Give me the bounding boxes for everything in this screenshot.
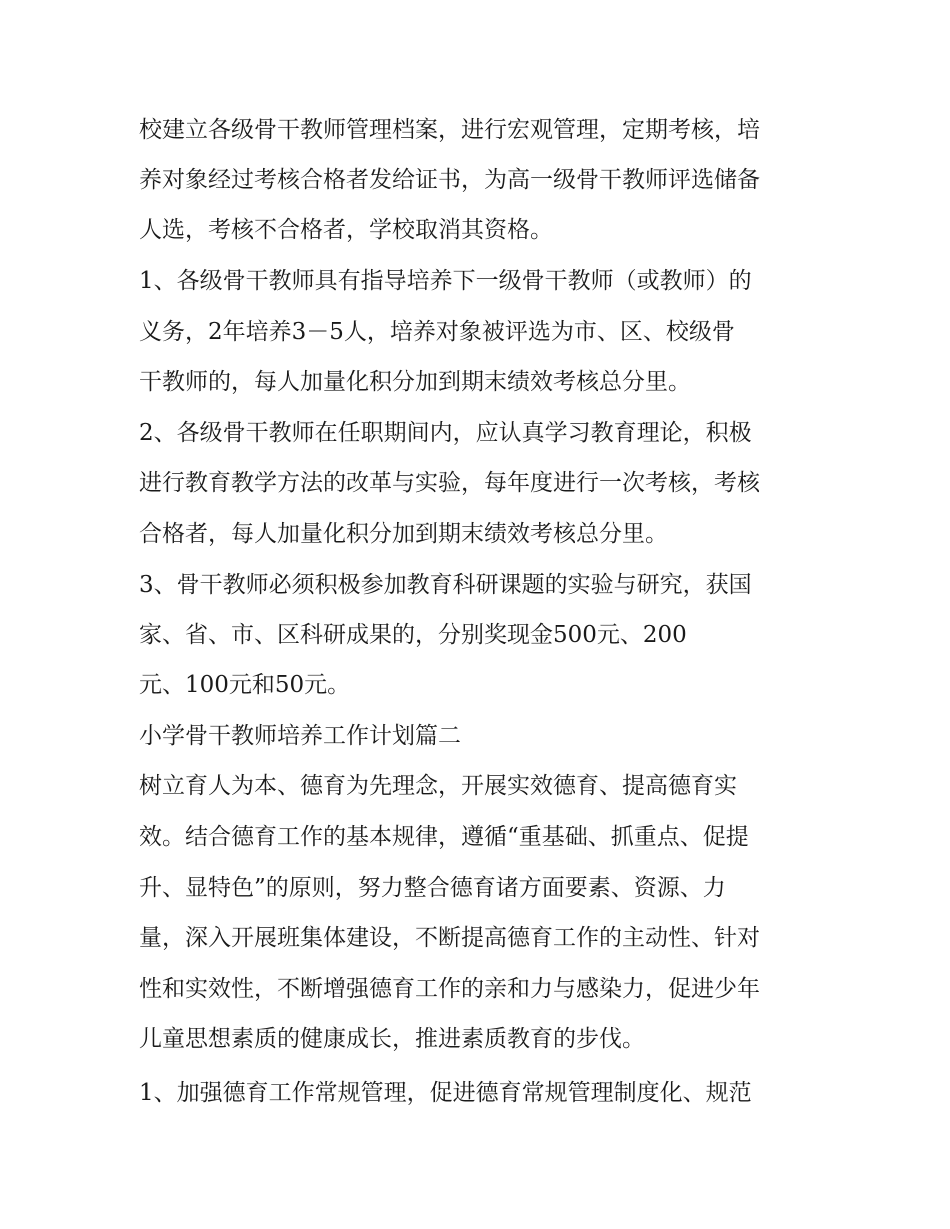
- section-heading: 小学骨干教师培养工作计划篇二: [139, 723, 461, 749]
- text-line: 效。结合德育工作的基本规律，遵循“重基础、抓重点、促提: [139, 824, 749, 850]
- text-line: 元、100元和50元。: [139, 672, 351, 698]
- text-line: 量，深入开展班集体建设，不断提高德育工作的主动性、针对: [139, 925, 760, 951]
- text-line: 人选，考核不合格者，学校取消其资格。: [139, 217, 553, 243]
- text-line: 家、省、市、区科研成果的，分别奖现金500元、200: [139, 622, 687, 648]
- text-line: 3、骨干教师必须积极参加教育科研课题的实验与研究，获国: [139, 572, 752, 598]
- text-line: 1、各级骨干教师具有指导培养下一级骨干教师（或教师）的: [139, 268, 752, 294]
- text-line: 树立育人为本、德育为先理念，开展实效德育、提高德育实: [139, 773, 737, 799]
- text-line: 进行教育教学方法的改革与实验，每年度进行一次考核，考核: [139, 470, 760, 496]
- text-line: 1、加强德育工作常规管理，促进德育常规管理制度化、规范: [139, 1080, 752, 1106]
- text-line: 升、显特色”的原则，努力整合德育诸方面要素、资源、力: [139, 875, 726, 901]
- text-line: 2、各级骨干教师在任职期间内，应认真学习教育理论，积极: [139, 420, 752, 446]
- text-line: 性和实效性，不断增强德育工作的亲和力与感染力，促进少年: [139, 976, 760, 1002]
- text-line: 校建立各级骨干教师管理档案，进行宏观管理，定期考核，培: [139, 117, 760, 143]
- text-line: 养对象经过考核合格者发给证书，为高一级骨干教师评选储备: [139, 167, 760, 193]
- text-line: 干教师的，每人加量化积分加到期末绩效考核总分里。: [139, 369, 691, 395]
- text-line: 合格者，每人加量化积分加到期末绩效考核总分里。: [139, 521, 668, 547]
- text-line: 义务，2年培养3－5人，培养对象被评选为市、区、校级骨: [139, 319, 735, 345]
- text-line: 儿童思想素质的健康成长，推进素质教育的步伐。: [139, 1026, 645, 1052]
